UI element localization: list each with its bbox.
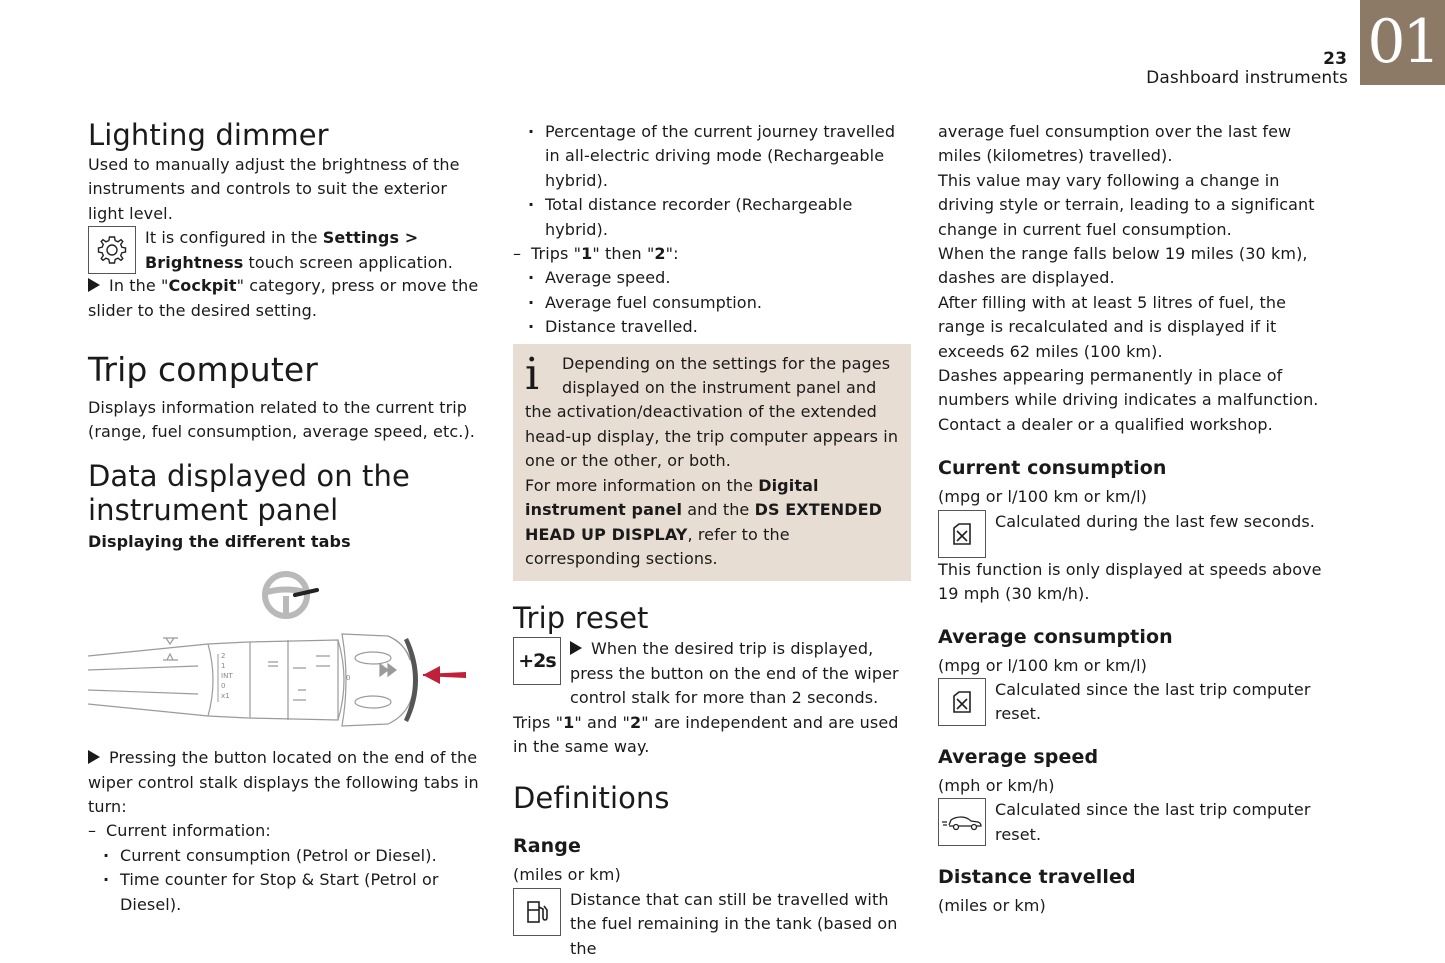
config-path: Settings > Brightness — [145, 228, 419, 272]
arrow-icon — [570, 641, 582, 655]
average-consumption-unit: (mpg or l/100 km or km/l) — [938, 655, 1147, 675]
trip-computer-text: Displays information related to the current trip (range, fuel consumption, average speed, etc.). — [88, 398, 475, 442]
indep-c: " and " — [574, 712, 631, 732]
step-post: " category, press or move the slider to the desired setting. — [88, 276, 479, 320]
info-icon: i — [525, 348, 540, 400]
average-speed-unit: (mph or km/h) — [938, 775, 1055, 795]
average-consumption-text: Calculated since the last trip computer reset. — [995, 679, 1311, 724]
column-1 — [88, 118, 483, 917]
fuel-can-icon — [938, 510, 986, 558]
heading-line-1: Data displayed on the — [88, 458, 410, 493]
current-consumption-text: Calculated during the last few seconds. — [995, 511, 1315, 531]
info-mid: and the — [682, 500, 755, 520]
settings-instruction — [88, 226, 483, 276]
distance-travelled-heading: Distance travelled — [938, 866, 1136, 889]
indep-a: Trips " — [513, 712, 564, 732]
indep-d: 2 — [630, 712, 642, 732]
page-number: 23 — [1323, 49, 1347, 69]
trips-item — [513, 242, 911, 266]
info-text-1: Depending on the settings for the pages displayed on the instrument panel and the activation/deactivation of the extended head-up display, the trip computer appears in one or the other, or both. — [525, 353, 899, 471]
data-displayed-heading — [88, 459, 483, 527]
stalk-label-m0: 0 — [346, 674, 351, 683]
stalk-label-1: 1 — [221, 662, 226, 671]
settings-gear-icon — [88, 226, 136, 274]
current-consumption-heading: Current consumption — [938, 457, 1167, 480]
stalk-label-0: 0 — [221, 682, 226, 691]
indep-e: " are independent and are used in the same way. — [513, 712, 899, 756]
section-title: Dashboard instruments — [1146, 68, 1348, 88]
step-pre: In the " — [109, 276, 169, 296]
range-continued-6: Contact a dealer or a qualified workshop. — [938, 414, 1273, 434]
chapter-tab: 01 — [1360, 0, 1445, 85]
average-consumption-heading: Average consumption — [938, 625, 1173, 648]
trips-c: " then " — [592, 244, 655, 264]
displaying-tabs-subtitle: Displaying the different tabs — [88, 531, 351, 551]
lighting-dimmer-heading: Lighting dimmer — [88, 118, 329, 152]
average-consumption-definition — [938, 678, 1338, 728]
trips-a: Trips " — [531, 244, 582, 264]
stalk-label-2: 2 — [221, 652, 226, 661]
trips-d: 2 — [654, 244, 666, 264]
info-box — [513, 344, 911, 582]
trips-b: 1 — [581, 244, 593, 264]
average-speed-definition — [938, 798, 1338, 848]
config-text-post: touch screen application. — [243, 252, 453, 272]
range-continued-4: After filling with at least 5 litres of fuel, the range is recalculated and is displayed if it exceeds 62 miles (100 km). — [938, 292, 1287, 361]
range-continued-1: average fuel consumption over the last few miles (kilometres) travelled). — [938, 122, 1292, 166]
definitions-heading: Definitions — [513, 781, 670, 816]
bullet-average-speed: · Average speed. — [513, 266, 911, 290]
step-cockpit: Cockpit — [168, 276, 237, 296]
range-definition — [513, 888, 911, 961]
stalk-label-x1: x1 — [221, 692, 230, 701]
trip-computer-heading: Trip computer — [88, 350, 318, 390]
average-speed-heading: Average speed — [938, 745, 1099, 768]
info-text-2 — [525, 474, 899, 572]
steering-wheel-icon — [259, 570, 319, 620]
average-speed-text: Calculated since the last trip computer reset. — [995, 800, 1311, 844]
info-hud: DS EXTENDED HEAD UP DISPLAY — [525, 500, 883, 544]
range-continued-2: This value may vary following a change in driving style or terrain, leading to a significant change in current fuel consumption. — [938, 170, 1315, 239]
range-continued-5: Dashes appearing permanently in place of numbers while driving indicates a malfunction. — [938, 366, 1319, 410]
range-heading: Range — [513, 835, 581, 858]
config-text-pre: It is configured in the — [145, 228, 323, 248]
fuel-pump-icon — [513, 888, 561, 936]
reset-2s-icon: +2s — [513, 637, 561, 685]
trips-e: ": — [665, 244, 679, 264]
info-pre: For more information on the — [525, 475, 759, 495]
heading-line-2: instrument panel — [88, 492, 339, 527]
indep-b: 1 — [563, 712, 575, 732]
trip-reset-heading: Trip reset — [513, 601, 649, 636]
range-unit: (miles or km) — [513, 865, 621, 885]
column-3 — [938, 120, 1338, 919]
range-continued-3: When the range falls below 19 miles (30 km), dashes are displayed. — [938, 244, 1308, 288]
reset-step-text: When the desired trip is displayed, press the button on the end of the wiper control stalk for more than 2 seconds. — [570, 639, 899, 708]
range-text: Distance that can still be travelled with the fuel remaining in the tank (based on the — [570, 889, 898, 958]
bullet-current-consumption: · Current consumption (Petrol or Diesel). — [88, 844, 483, 868]
current-info-item: – Current information: — [88, 819, 483, 843]
lighting-dimmer-text: Used to manually adjust the brightness of the instruments and controls to suit the exterior light level. — [88, 155, 460, 223]
distance-travelled-unit: (miles or km) — [938, 896, 1046, 916]
bullet-stop-start: · Time counter for Stop & Start (Petrol or Diesel). — [88, 868, 483, 917]
press-text: Pressing the button located on the end of the wiper control stalk displays the following tabs in turn: — [88, 748, 479, 817]
current-consumption-note: This function is only displayed at speeds above 19 mph (30 km/h). — [938, 559, 1322, 604]
trip-reset-instruction — [513, 637, 911, 710]
wiper-stalk-illustration — [88, 630, 483, 730]
cockpit-step — [88, 274, 483, 323]
current-consumption-definition — [938, 510, 1338, 560]
info-post: , refer to the corresponding sections. — [525, 524, 790, 568]
bullet-total-distance: · Total distance recorder (Rechargeable hybrid). — [513, 193, 911, 242]
car-speed-icon — [938, 798, 986, 846]
trips-independent — [513, 711, 911, 760]
press-stalk-step — [88, 746, 483, 819]
bullet-distance: · Distance travelled. — [513, 315, 911, 339]
arrow-icon — [88, 750, 100, 764]
info-digital-panel: Digital instrument panel — [525, 475, 819, 520]
bullet-average-fuel: · Average fuel consumption. — [513, 291, 911, 315]
arrow-icon — [88, 278, 100, 292]
column-2 — [513, 120, 911, 961]
bullet-electric-percentage: · Percentage of the current journey travelled in all-electric driving mode (Rechargeable hybrid). — [513, 120, 911, 193]
fuel-can-icon — [938, 678, 986, 726]
current-consumption-unit: (mpg or l/100 km or km/l) — [938, 487, 1147, 507]
stalk-label-int: INT — [221, 672, 233, 681]
